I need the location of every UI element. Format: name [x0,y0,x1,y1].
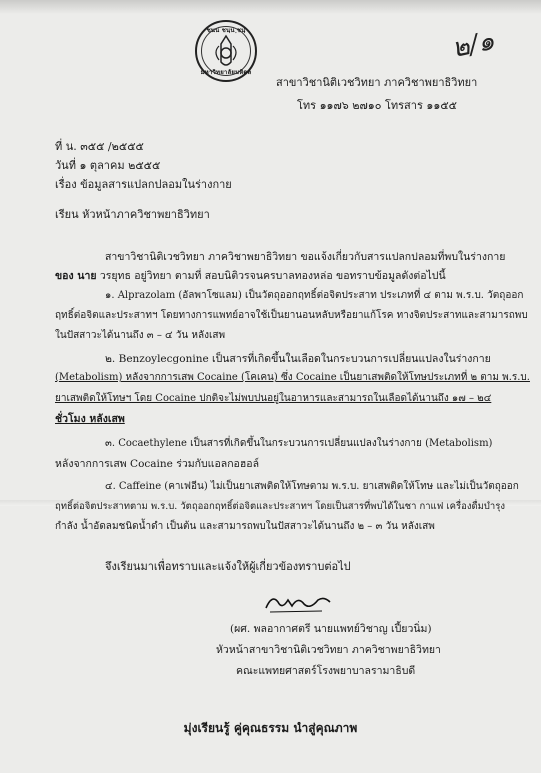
item-4-line-3: กำลัง น้ำอัดลมชนิดน้ำดำ เป็นต้น และสามารถพบในปัสสาวะได้นานถึง ๒ – ๓ วัน หลังเสพ [55,521,435,532]
handwritten-signature [262,588,332,618]
intro-subject: วรยุทธ อยู่วิทยา ตามที่ สอบนิติวรจนครบาลทองหล่อ ขอทราบข้อมูลดังต่อไปนี้ [99,270,446,282]
item-2-line-2: (Metabolism) หลังจากการเสพ Cocaine (โคเคน) ซึ่ง Cocaine เป็นยาเสพติดให้โทษประเภทที่ ๒ ตาม พ.ร.บ. [55,372,530,383]
item-3-line-2: หลังจากการเสพ Cocaine ร่วมกับแอลกอฮอล์ [55,458,260,470]
signatory-position-1: หัวหน้าสาขาวิชานิติเวชวิทยา ภาควิชาพยาธิวิทยา [216,644,441,656]
signatory-name: (ผศ. พลอากาศตรี นายแพทย์วิชาญ เปี้ยวนิ่ม) [230,623,432,635]
handwritten-page-mark: ๒/๑ [449,25,498,65]
item-4-line-1: ๔. Caffeine (คาเฟอีน) ไม่เป็นยาเสพติดให้โทษตาม พ.ร.บ. ยาเสพติดให้โทษ และไม่เป็นวัตถุออก [105,481,519,492]
item-2-line-4: ชั่วโมง หลังเสพ [55,413,125,425]
university-seal [195,20,257,82]
seal-bottom-text: มหาวิทยาลัยมหิดล [200,69,252,76]
item-3-line-1: ๓. Cocaethylene เป็นสารที่เกิดขึ้นในกระบวนการเปลี่ยนแปลงในร่างกาย (Metabolism) [105,438,493,449]
item-4-line-2: ฤทธิ์ต่อจิตประสาทตาม พ.ร.บ. วัตถุออกฤทธิ์ต่อจิตและประสาทฯ โดยเป็นสารที่พบได้ในชา กาแฟ เครื่องดื่มบำรุง [55,501,506,512]
reference-number: ที่ น. ๓๕๕ /๒๕๕๕ [55,140,144,153]
signatory-position-2: คณะแพทยศาสตร์โรงพยาบาลรามาธิบดี [236,665,416,677]
intro-prefix: ของ นาย [55,270,97,282]
item-2-line-1: ๒. Benzoylecgonine เป็นสารที่เกิดขึ้นในเลือดในกระบวนการเปลี่ยนแปลงในร่างกาย [105,353,491,365]
closing-line: จึงเรียนมาเพื่อทราบและแจ้งให้ผู้เกี่ยวข้องทราบต่อไป [105,560,351,573]
item-2-line-3: ยาเสพติดให้โทษฯ โดย Cocaine ปกติจะไม่พบปนอยู่ในอาหารและสามารถในเลือดได้นานถึง ๑๗ – ๒๔ [55,393,492,404]
contact-line: โทร ๑๑๗๖ ๒๗๑๐ โทรสาร ๑๑๕๕ [297,99,457,112]
item-1-line-1: ๑. Alprazolam (อัลพาโซแลม) เป็นวัตถุออกฤทธิ์ต่อจิตประสาท ประเภทที่ ๔ ตาม พ.ร.บ. วัตถุออก [105,290,524,301]
footer-motto: มุ่งเรียนรู้ คู่คุณธรรม นำสู่คุณภาพ [183,721,358,735]
paper-shadow [0,0,541,14]
department-line: สาขาวิชานิติเวชวิทยา ภาควิชาพยาธิวิทยา [276,76,478,89]
seal-top-text: ชฺนน ชนฺน ฺชนฺ [206,27,246,34]
intro-line-2 [55,269,446,283]
item-1-line-2: ฤทธิ์ต่อจิตและประสาทฯ โดยทางการแพทย์อาจใช้เป็นยานอนหลับหรือยาแก้โรค ทางจิตประสาทและสามารถพบ [55,310,528,321]
item-1-line-3: ในปัสสาวะได้นานถึง ๓ – ๔ วัน หลังเสพ [55,330,226,341]
salutation: เรียน หัวหน้าภาควิชาพยาธิวิทยา [55,208,210,221]
letter-subject: เรื่อง ข้อมูลสารแปลกปลอมในร่างกาย [55,178,232,191]
letter-date: วันที่ ๑ ตุลาคม ๒๕๕๕ [55,159,161,172]
intro-line-1: สาขาวิชานิติเวชวิทยา ภาควิชาพยาธิวิทยา ขอแจ้งเกี่ยวกับสารแปลกปลอมที่พบในร่างกาย [105,251,506,263]
